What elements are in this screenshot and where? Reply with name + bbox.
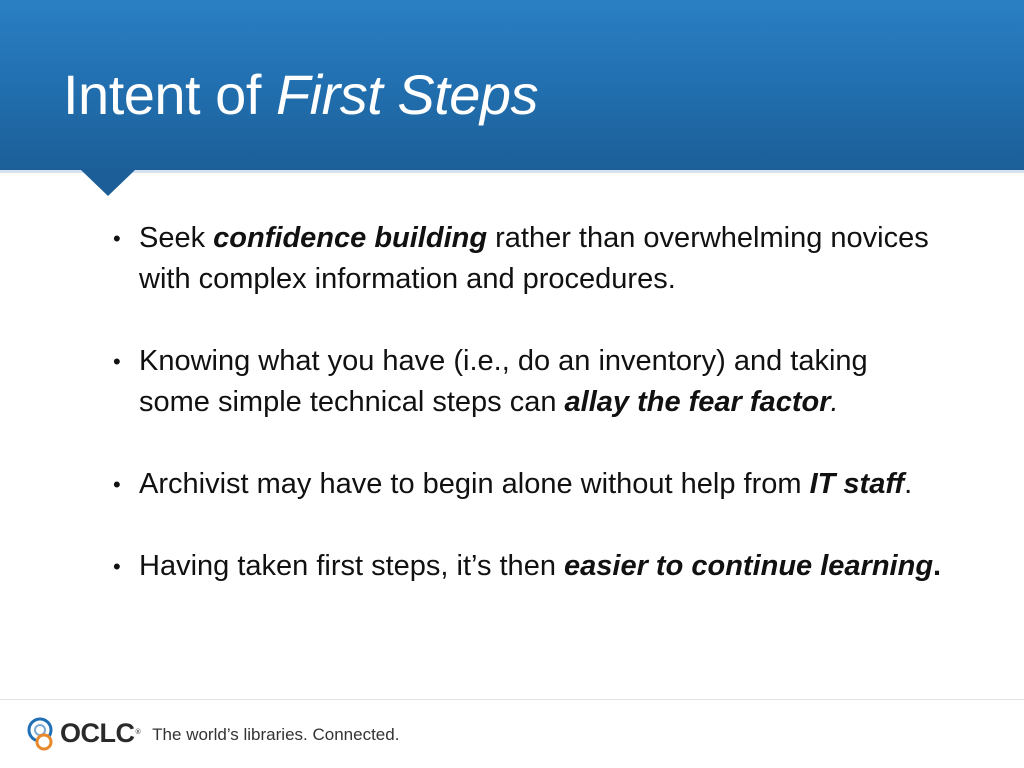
bullet-item	[113, 341, 943, 423]
trademark-mark: ®	[135, 729, 141, 736]
bullet-text: Knowing what you have (i.e., do an inventory) and taking some simple technical steps can allay the fear factor.	[139, 345, 868, 418]
footer-tagline: The world’s libraries. Connected.	[152, 725, 400, 744]
bullet-item	[113, 546, 943, 587]
bullet-text: Seek confidence building rather than overwhelming novices with complex information and procedures.	[139, 222, 929, 295]
slide-title	[63, 62, 538, 128]
bullet-dot: •	[113, 472, 121, 497]
bullet-item	[113, 218, 943, 300]
header-pointer	[81, 170, 135, 196]
bullet-dot: •	[113, 554, 121, 579]
footer	[26, 713, 399, 753]
bullet-dot: •	[113, 226, 121, 251]
bullet-list	[113, 218, 943, 628]
title-plain: Intent of	[63, 63, 276, 126]
footer-divider	[0, 699, 1024, 700]
oclc-globe-icon	[26, 715, 56, 751]
title-italic: First Steps	[275, 63, 539, 126]
slide-header	[0, 0, 1024, 173]
bullet-text: Having taken first steps, it’s then easier to continue learning.	[139, 550, 942, 582]
bullet-dot: •	[113, 349, 121, 374]
bullet-text: Archivist may have to begin alone without help from IT staff.	[139, 468, 913, 500]
bullet-item	[113, 464, 943, 505]
oclc-logo-text: OCLC®	[60, 718, 141, 748]
